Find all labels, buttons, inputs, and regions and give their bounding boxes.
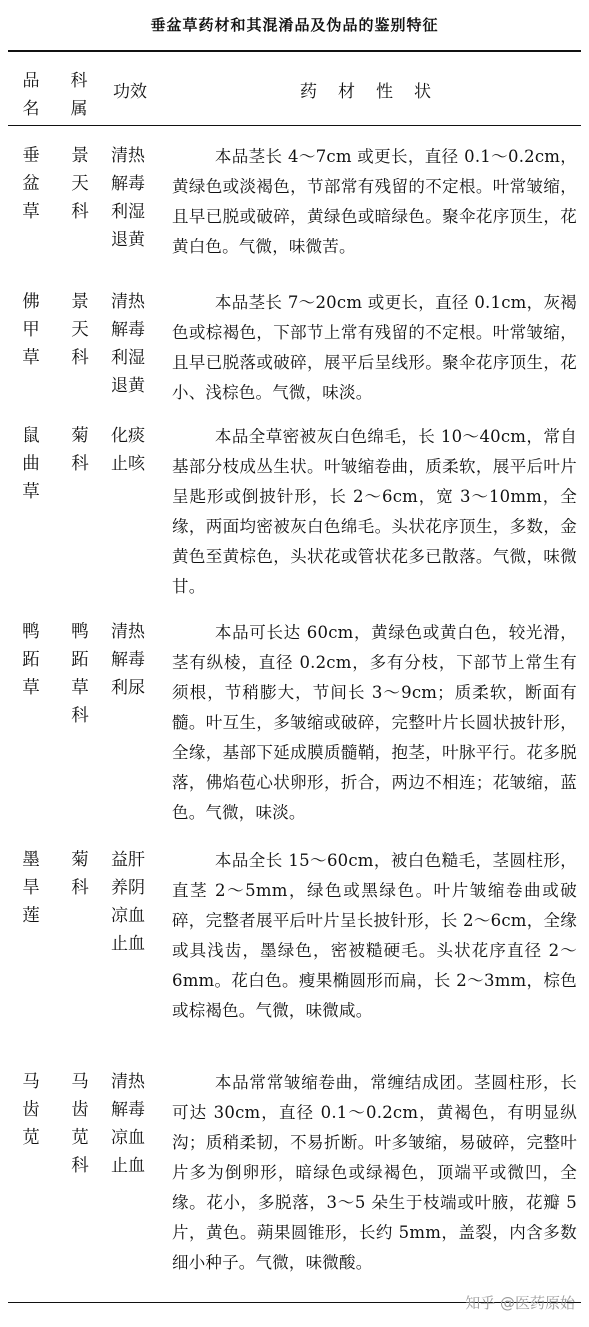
herb-family: 鸭 跖 草 科 [71, 622, 89, 726]
herb-name: 马 齿 苋 [22, 1072, 40, 1148]
page-title: 垂盆草药材和其混淆品及伪品的鉴别特征 [150, 16, 439, 34]
table-header-rule [8, 125, 581, 126]
herb-name: 鼠 曲 草 [22, 426, 40, 502]
header-description: 药 材 性 状 [300, 82, 433, 102]
herb-description: 本品全草密被灰白色绵毛，长 10～40cm，常自基部分枝成丛生状。叶皱缩卷曲，质柔软，展平后叶片呈匙形或倒披针形，长 2～6cm，宽 3～10mm，全缘，两面均密被灰白色绵毛。头状花序顶生，多数，金黄色至黄棕色，头状花或管状花多已散落。气微，味微甘。 [172, 427, 577, 596]
herb-name: 墨 旱 莲 [22, 850, 40, 926]
table-top-rule [8, 50, 581, 52]
herb-name: 垂 盆 草 [22, 146, 40, 222]
herb-description: 本品茎长 4～7cm 或更长，直径 0.1～0.2cm，黄绿色或淡褐色，节部常有残留的不定根。叶常皱缩，且早已脱或破碎，黄绿色或暗绿色。聚伞花序顶生，花黄白色。气微，味微苦。 [172, 147, 577, 256]
herb-description: 本品茎长 7～20cm 或更长，直径 0.1cm，灰褐色或棕褐色，下部节上常有残留的不定根。叶常皱缩，且早已脱落或破碎，展平后呈线形。聚伞花序顶生，花小、浅棕色。气微，味淡。 [172, 293, 577, 402]
header-name: 品 名 [22, 71, 40, 119]
herb-effects: 清热 解毒 利湿 退黄 [111, 292, 145, 396]
herb-family: 菊 科 [71, 426, 89, 474]
herb-effects: 益肝 养阴 凉血 止血 [111, 850, 145, 954]
herb-description: 本品可长达 60cm，黄绿色或黄白色，较光滑，茎有纵棱，直径 0.2cm，多有分枝，下部节上常生有须根，节稍膨大，节间长 3～9cm；质柔软，断面有髓。叶互生，多皱缩或破碎，完整叶片长圆状披针形，全缘，基部下延成膜质髓鞘，抱茎，叶脉平行。花多脱落，佛焰苞心状卵形，折合，两边不相连；花皱缩，蓝色。气微，味淡。 [172, 623, 577, 822]
herb-effects: 清热 解毒 利尿 [111, 622, 145, 698]
herb-effects: 清热 解毒 凉血 止血 [111, 1072, 145, 1176]
herb-family: 马 齿 苋 科 [71, 1072, 89, 1176]
herb-effects: 清热 解毒 利湿 退黄 [111, 146, 145, 250]
herb-effects: 化痰 止咳 [111, 426, 145, 474]
herb-name: 鸭 跖 草 [22, 622, 40, 698]
herb-family: 菊 科 [71, 850, 89, 898]
header-effect: 功效 [113, 82, 147, 102]
herb-description: 本品常常皱缩卷曲，常缠结成团。茎圆柱形，长可达 30cm，直径 0.1～0.2cm，黄褐色，有明显纵沟；质稍柔韧，不易折断。叶多皱缩，易破碎，完整叶片多为倒卵形，暗绿色或绿褐色，顶端平或微凹，全缘。花小，多脱落，3～5 朵生于枝端或叶腋，花瓣 5 片，黄色。蒴果圆锥形，长约 5mm，盖裂，内含多数细小种子。气微，味微酸。 [172, 1073, 577, 1272]
herb-family: 景 天 科 [71, 292, 89, 368]
header-family: 科 属 [70, 71, 88, 119]
herb-family: 景 天 科 [71, 146, 89, 222]
herb-name: 佛 甲 草 [22, 292, 40, 368]
watermark: 知乎 @医药原始 [465, 1294, 575, 1312]
herb-description: 本品全长 15～60cm，被白色糙毛，茎圆柱形，直茎 2～5mm，绿色或黑绿色。叶片皱缩卷曲或破碎，完整者展平后叶片呈长披针形，长 2～6cm，全缘或具浅齿，墨绿色，密被糙硬毛。头状花序直径 2～6mm。花白色。瘦果椭圆形而扁，长 2～3mm，棕色或棕褐色。气微，味微咸。 [172, 851, 577, 1020]
